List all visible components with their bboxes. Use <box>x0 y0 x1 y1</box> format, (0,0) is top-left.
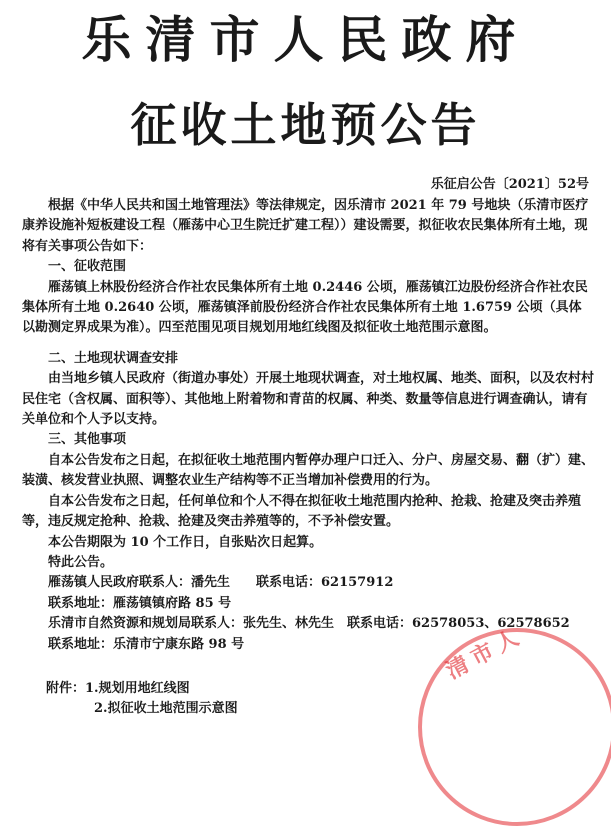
section1-text: 雁荡镇上林股份经济合作社农民集体所有土地 0.2446 公顷，雁荡镇江边股份经济合作社农民集体所有土地 0.2640 公顷，雁荡镇泽前股份经济合作社农民集体所有土地 1.6759 公顷（具体以勘测定界成果为准）。四至范围见项目规划用地红线图及拟征收土地范围示意图。 <box>22 279 588 336</box>
attachment-item1: 1.规划用地红线图 <box>85 680 190 696</box>
title-line1: 乐清市人民政府 <box>81 11 530 69</box>
section3-heading: 三、其他事项 <box>48 432 127 448</box>
address2: 联系地址：乐清市宁康东路 98 号 <box>48 636 245 652</box>
section1-heading: 一、征收范围 <box>48 259 127 275</box>
title-line2: 征收土地预公告 <box>130 98 481 152</box>
intro-paragraph: 根据《中华人民共和国土地管理法》等法律规定，因乐清市 2021 年 79 号地块（乐清市医疗康养设施补短板建设工程（雁荡中心卫生院迁扩建工程））建设需要，拟征收农民集体所有土地，现将有关事项公告如下： <box>22 198 589 254</box>
contact1: 雁荡镇人民政府联系人：潘先生 联系电话：62157912 <box>48 575 394 591</box>
contact2: 乐清市自然资源和规划局联系人：张先生、林先生 联系电话：62578053、62578652 <box>48 616 570 632</box>
section2-heading: 二、土地现状调查安排 <box>48 350 179 366</box>
attachments-label: 附件： <box>46 680 86 696</box>
section3-text2: 自本公告发布之日起，任何单位和个人不得在拟征收土地范围内抢种、抢栽、抢建及突击养殖等，违反规定抢种、抢栽、抢建及突击养殖等的，不予补偿安置。 <box>22 493 582 530</box>
attachment-item2: 2.拟征收土地范围示意图 <box>94 701 238 717</box>
doc-number: 乐征启公告〔2021〕52号 <box>430 177 589 192</box>
section3-text1: 自本公告发布之日起，在拟征收土地范围内暂停办理户口迁入、分户、房屋交易、翻（扩）建、装潢、核发营业执照、调整农业生产结构等不正当增加补偿费用的行为。 <box>22 452 595 489</box>
section2-text: 由当地乡镇人民政府（街道办事处）开展土地现状调查，对土地权属、地类、面积，以及农村村民住宅（含权属、面积等）、其他地上附着物和青苗的权属、种类、数量等信息进行调查确认，请有关单位和个人予以支持。 <box>22 371 595 428</box>
address1: 联系地址：雁荡镇镇府路 85 号 <box>48 595 232 611</box>
seal-text: 清市人 <box>441 622 529 685</box>
period-text: 本公告期限为 10 个工作日，自张贴次日起算。 <box>48 534 323 550</box>
spacer <box>22 339 594 349</box>
closing-text: 特此公告。 <box>48 554 114 570</box>
